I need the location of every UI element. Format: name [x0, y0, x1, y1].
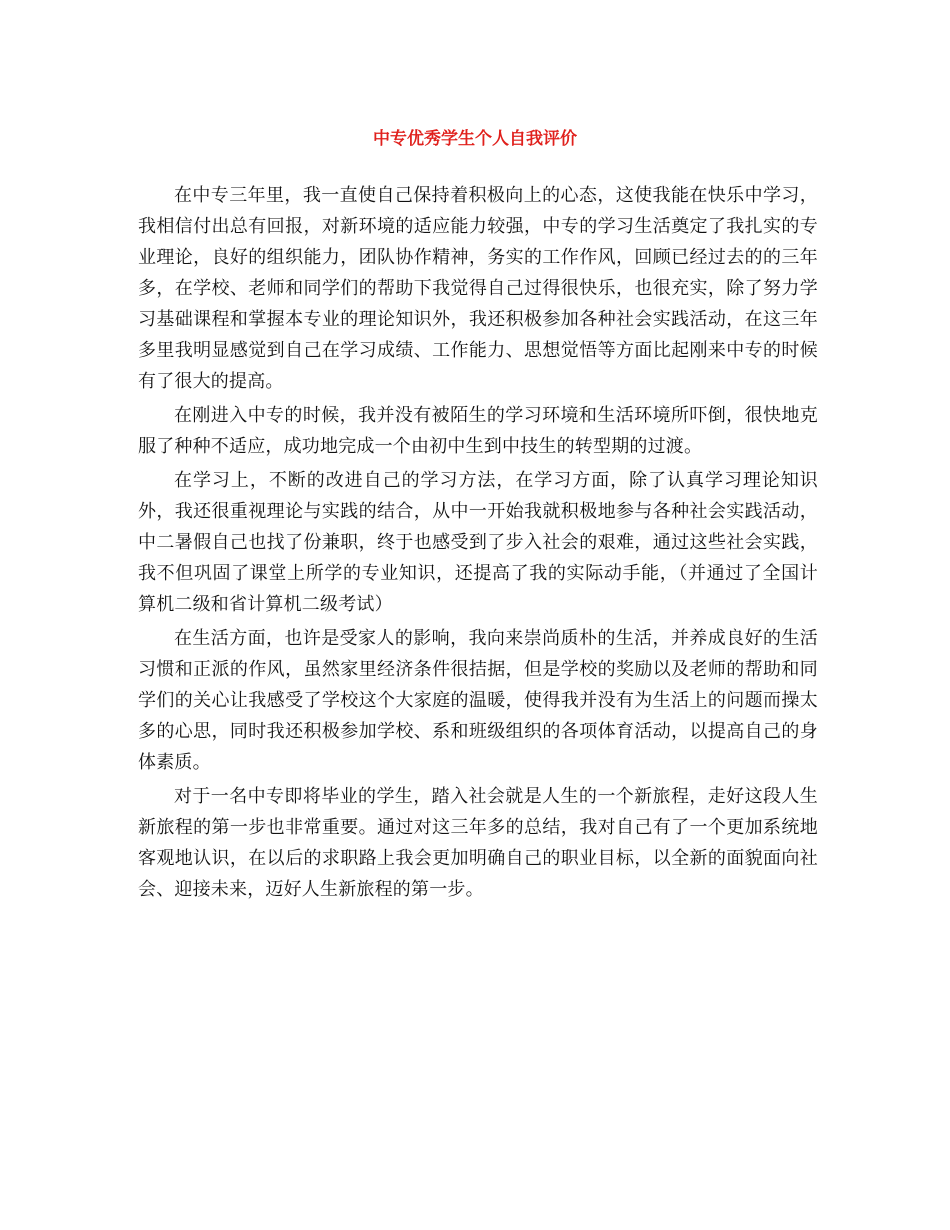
body-paragraph-5: 对于一名中专即将毕业的学生，踏入社会就是人生的一个新旅程，走好这段人生新旅程的第一步也非常重要。通过对这三年多的总结，我对自己有了一个更加系统地客观地认识，在以后的求职路上我会更加明确自己的职业目标，以全新的面貌面向社会、迎接未来，迈好人生新旅程的第一步。 [138, 786, 818, 900]
body-paragraph-1: 在中专三年里，我一直使自己保持着积极向上的心态，这使我能在快乐中学习，我相信付出总有回报，对新环境的适应能力较强，中专的学习生活奠定了我扎实的专业理论，良好的组织能力，团队协作精神，务实的工作作风，回顾已经过去的的三年多，在学校、老师和同学们的帮助下我觉得自己过得很快乐，也很充实，除了努力学习基础课程和掌握本专业的理论知识外，我还积极参加各种社会实践活动，在这三年多里我明显感觉到自己在学习成绩、工作能力、思想觉悟等方面比起刚来中专的时候有了很大的提高。 [138, 185, 818, 392]
document-body [138, 180, 818, 908]
document-title: 中专优秀学生个人自我评价 [373, 129, 577, 149]
body-paragraph-2: 在刚进入中专的时候，我并没有被陌生的学习环境和生活环境所吓倒，很快地克服了种种不适应，成功地完成一个由初中生到中技生的转型期的过渡。 [138, 405, 818, 457]
body-paragraph-4: 在生活方面，也许是受家人的影响，我向来崇尚质朴的生活，并养成良好的生活习惯和正派的作风，虽然家里经济条件很拮据，但是学校的奖励以及老师的帮助和同学们的关心让我感受了学校这个大家庭的温暖，使得我并没有为生活上的问题而操太多的心思，同时我还积极参加学校、系和班级组织的各项体育活动，以提高自己的身体素质。 [138, 628, 818, 773]
body-paragraph-3: 在学习上，不断的改进自己的学习方法，在学习方面，除了认真学习理论知识外，我还很重视理论与实践的结合，从中一开始我就积极地参与各种社会实践活动，中二暑假自己也找了份兼职，终于也感受到了步入社会的艰难，通过这些社会实践，我不但巩固了课堂上所学的专业知识，还提高了我的实际动手能，（并通过了全国计算机二级和省计算机二级考试） [138, 470, 818, 615]
